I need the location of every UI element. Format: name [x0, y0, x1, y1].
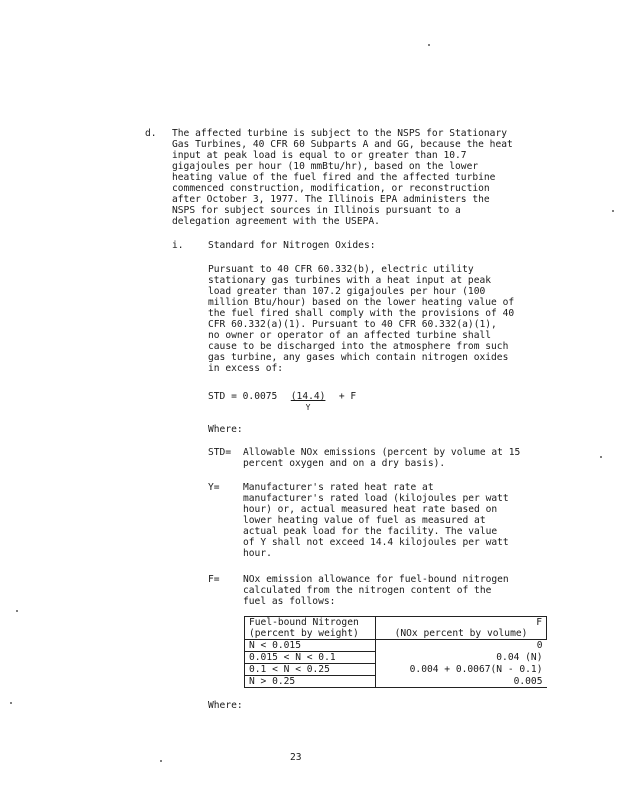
f-cell: 0.005 — [376, 676, 547, 688]
table-header-right-2: (NOx percent by volume) — [376, 628, 547, 640]
text-line: manufacturer's rated load (kilojoules per watt — [243, 493, 509, 504]
text-line: fuel as follows: — [243, 596, 336, 607]
equation-denominator: Y — [305, 403, 311, 412]
text-line: calculated from the nitrogen content of the — [243, 585, 492, 596]
scan-speck — [612, 210, 614, 212]
scan-speck — [600, 456, 602, 458]
fuel-nitrogen-table — [244, 616, 547, 688]
nitrogen-cell: N > 0.25 — [245, 676, 376, 688]
definition-term-y: Y= — [208, 482, 220, 493]
equation-lhs: STD = 0.0075 — [208, 391, 278, 402]
scan-speck — [16, 610, 18, 612]
definition-term-f: F= — [208, 574, 220, 585]
text-line: delegation agreement with the USEPA. — [172, 216, 380, 227]
definition-std — [243, 447, 520, 469]
text-line: heating value of the fuel fired and the affected turbine — [172, 172, 496, 183]
table-row — [245, 652, 547, 664]
table-header-left-1: Fuel-bound Nitrogen — [245, 617, 376, 629]
text-line: NSPS for subject sources in Illinois pursuant to a — [172, 205, 461, 216]
std-equation — [208, 391, 357, 412]
item-paragraph — [172, 128, 513, 227]
text-line: million Btu/hour) based on the lower heating value of — [208, 297, 515, 308]
text-line: actual peak load for the facility. The value — [243, 526, 498, 537]
text-line: Pursuant to 40 CFR 60.332(b), electric utility — [208, 264, 474, 275]
text-line: NOx emission allowance for fuel-bound nitrogen — [243, 574, 509, 585]
text-line: load greater than 107.2 gigajoules per hour (100 — [208, 286, 486, 297]
text-line: input at peak load is equal to or greater than 10.7 — [172, 150, 467, 161]
f-cell: 0.04 (N) — [376, 652, 547, 664]
equation-rhs: + F — [338, 391, 357, 402]
text-line: hour) or, actual measured heat rate based on — [243, 504, 498, 515]
definition-y — [243, 482, 509, 559]
f-cell: 0 — [376, 640, 547, 652]
text-line: The affected turbine is subject to the NSPS for Stationary — [172, 128, 508, 139]
table-header-right-1: F — [376, 617, 547, 629]
item-number: d. — [145, 128, 157, 139]
page-number: 23 — [290, 752, 302, 763]
equation-numerator: (14.4) — [290, 391, 326, 402]
equation-fraction — [283, 391, 333, 412]
text-line: stationary gas turbines with a heat input at peak — [208, 275, 492, 286]
text-line: the fuel fired shall comply with the provisions of 40 — [208, 308, 515, 319]
subitem-title: Standard for Nitrogen Oxides: — [208, 240, 376, 251]
nitrogen-cell: N < 0.015 — [245, 640, 376, 652]
nitrogen-cell: 0.1 < N < 0.25 — [245, 664, 376, 676]
text-line: Manufacturer's rated heat rate at — [243, 482, 434, 493]
text-line: in excess of: — [208, 363, 284, 374]
text-line: commenced construction, modification, or reconstruction — [172, 183, 490, 194]
scan-speck — [160, 760, 162, 762]
where-label: Where: — [208, 424, 243, 435]
scan-speck — [428, 44, 430, 46]
table-header-left-2: (percent by weight) — [245, 628, 376, 640]
f-table — [244, 616, 547, 688]
subitem-paragraph — [208, 264, 514, 374]
text-line: percent oxygen and on a dry basis). — [243, 458, 446, 469]
text-line: Gas Turbines, 40 CFR 60 Subparts A and GG, because the heat — [172, 139, 513, 150]
text-line: Allowable NOx emissions (percent by volume at 15 — [243, 447, 521, 458]
text-line: hour. — [243, 548, 272, 559]
table-row — [245, 640, 547, 652]
text-line: cause to be discharged into the atmosphere from such — [208, 341, 509, 352]
subitem-number: i. — [172, 240, 184, 251]
text-line: after October 3, 1977. The Illinois EPA administers the — [172, 194, 490, 205]
text-line: CFR 60.332(a)(1). Pursuant to 40 CFR 60.332(a)(1), — [208, 319, 497, 330]
table-row — [245, 664, 547, 676]
nitrogen-cell: 0.015 < N < 0.1 — [245, 652, 376, 664]
definition-f — [243, 574, 509, 607]
text-line: no owner or operator of an affected turbine shall — [208, 330, 492, 341]
table-row — [245, 676, 547, 688]
text-line: of Y shall not exceed 14.4 kilojoules per watt — [243, 537, 509, 548]
text-line: lower heating value of fuel as measured at — [243, 515, 486, 526]
text-line: gas turbine, any gases which contain nitrogen oxides — [208, 352, 509, 363]
definition-term-std: STD= — [208, 447, 232, 458]
text-line: gigajoules per hour (10 mmBtu/hr), based on the lower — [172, 161, 479, 172]
where-label-2: Where: — [208, 700, 243, 711]
scan-speck — [10, 702, 12, 704]
f-cell: 0.004 + 0.0067(N - 0.1) — [376, 664, 547, 676]
